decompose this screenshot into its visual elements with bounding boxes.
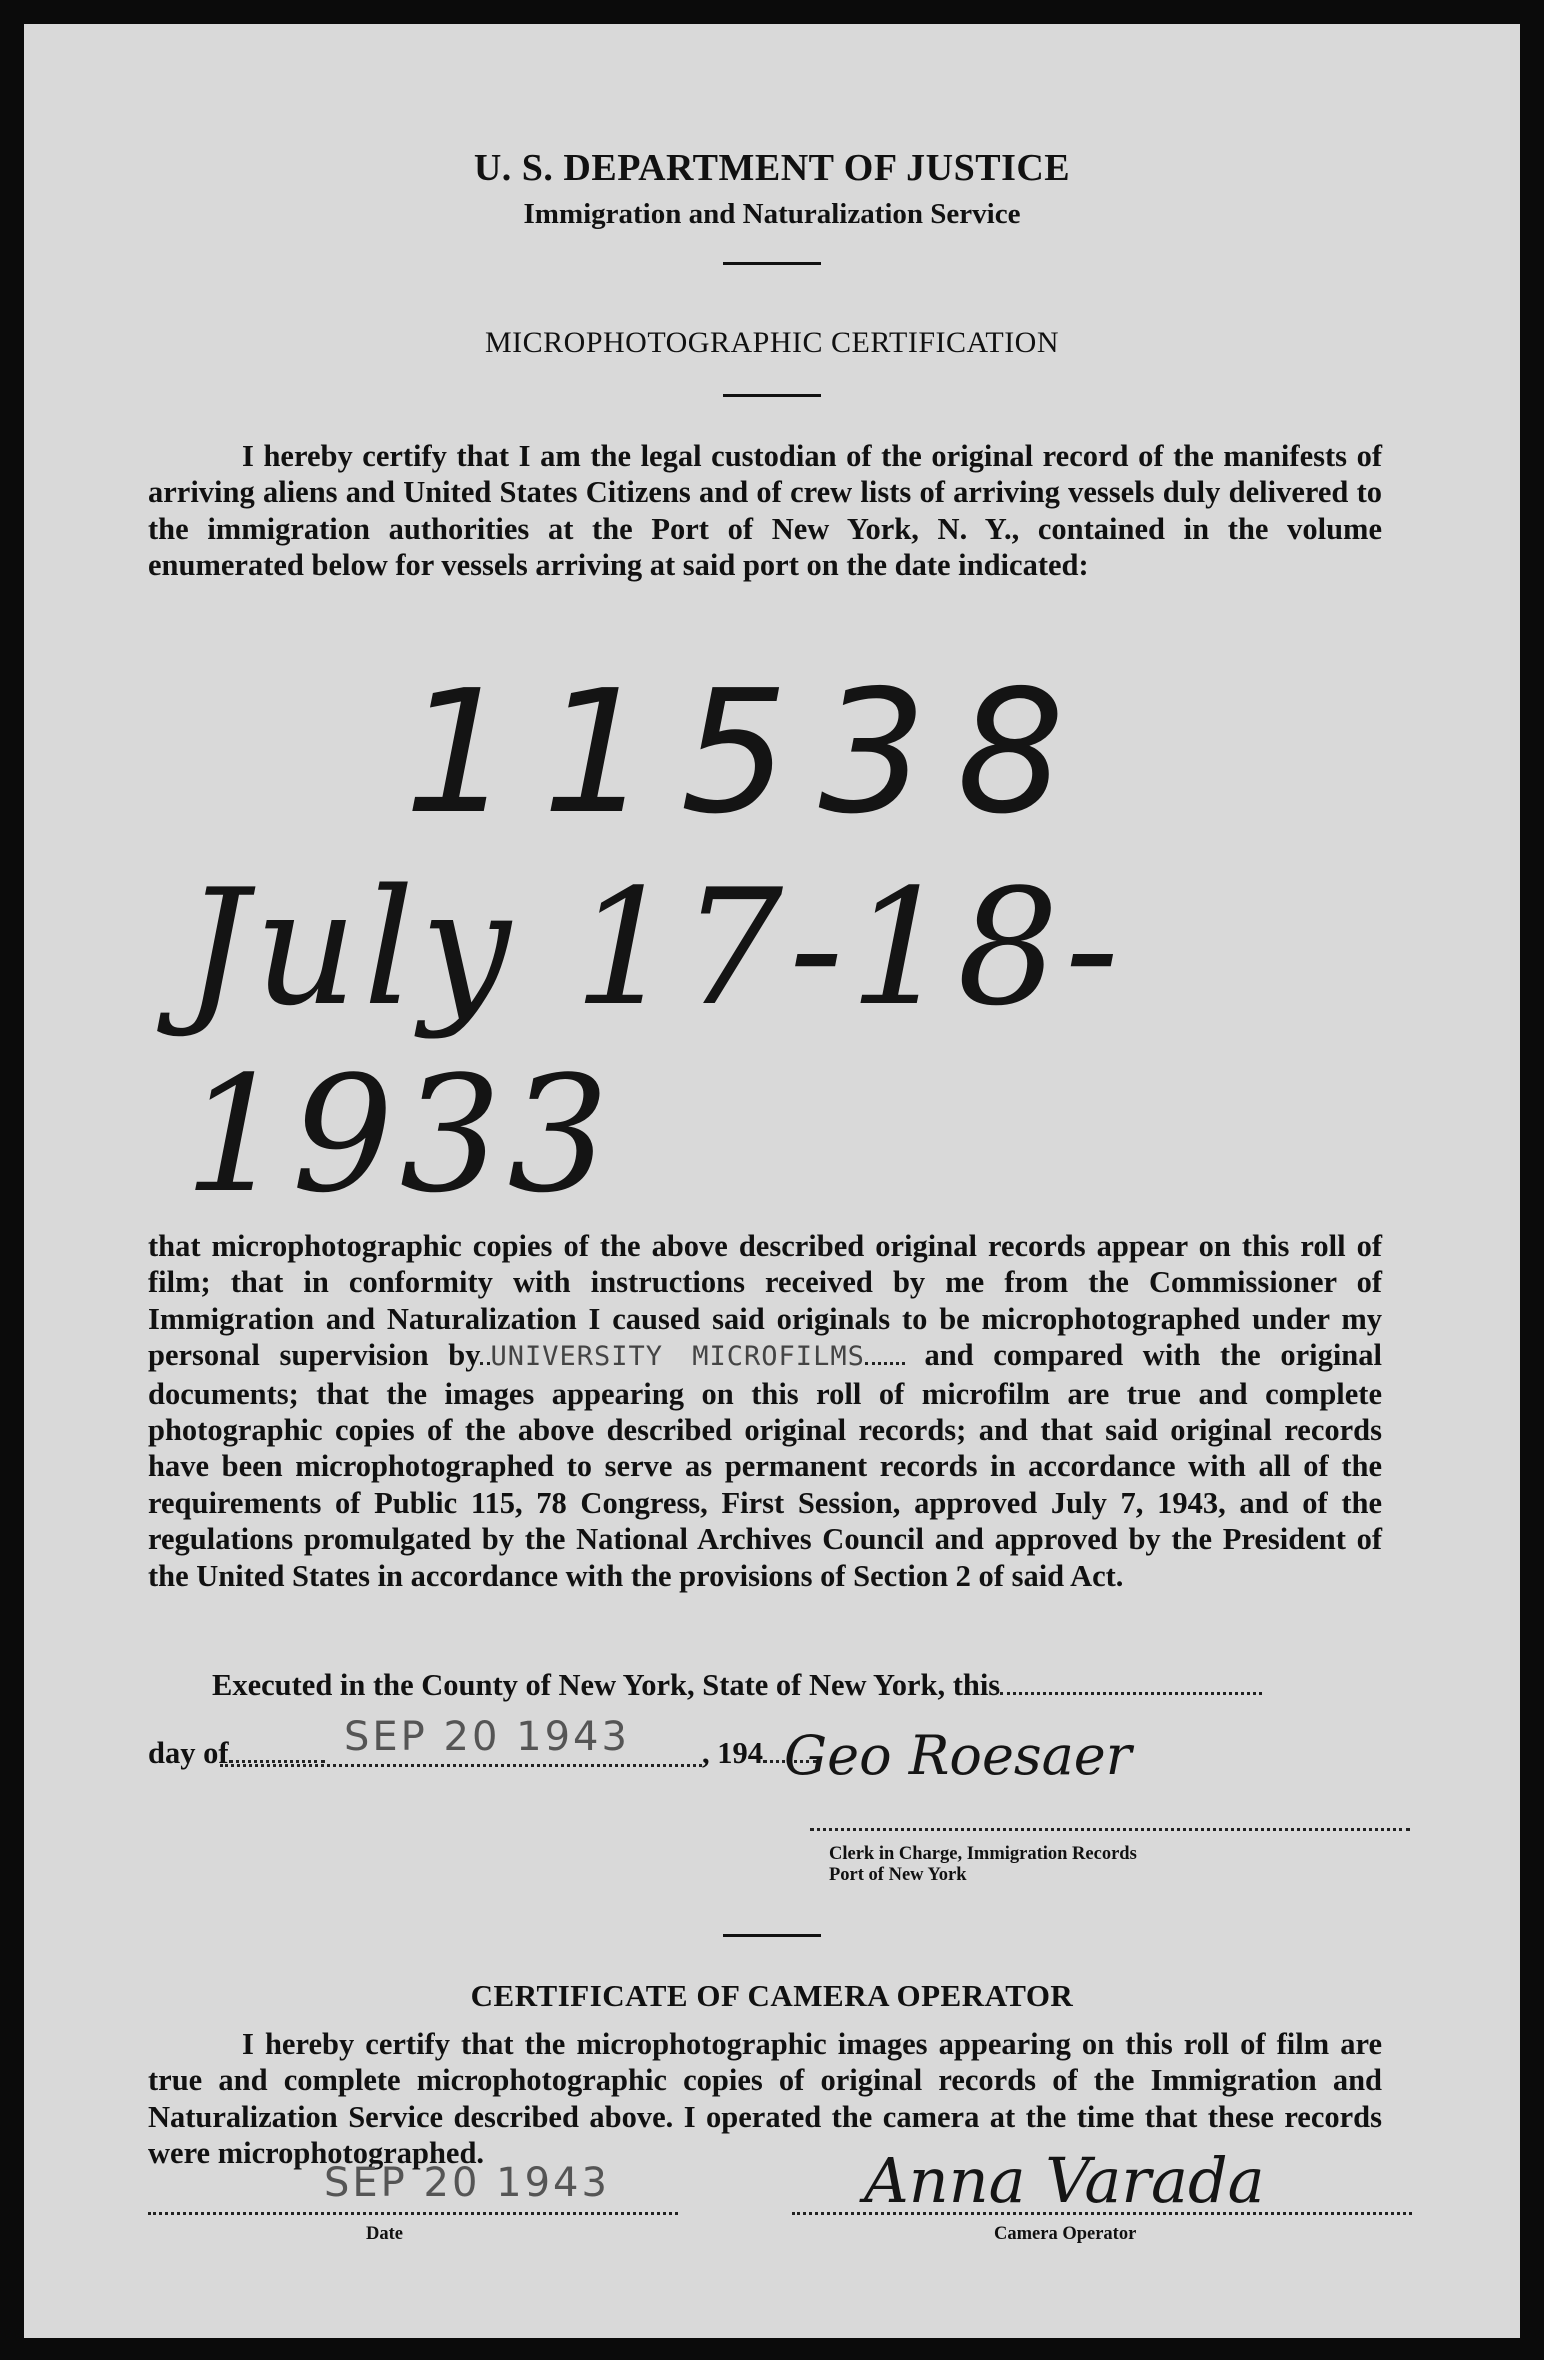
year-prefix: , 194 [702, 1736, 763, 1770]
date-stamp-operator: SEP 20 1943 [324, 2160, 610, 2206]
divider-rule [723, 1934, 821, 1937]
body-text-part1: that microphotographic copies of the above described original records appear on this roll of film; that in conformity with instructions received by me from the Commissioner of Immigration and Naturalization I caused said originals to be microphotographed under my personal supervision by [148, 1229, 1382, 1373]
day-of-dotted-line [220, 1764, 702, 1767]
executed-text: Executed in the County of New York, State of New York, this [212, 1668, 1001, 1702]
operator-signature-line [792, 2212, 1412, 2215]
certificate-page [24, 24, 1520, 2338]
camera-operator-title: CERTIFICATE OF CAMERA OPERATOR [470, 1978, 1074, 2013]
camera-operator-label: Camera Operator [994, 2224, 1137, 2244]
intro-paragraph-text: I hereby certify that I am the legal custodian of the original record of the manifests of arriving aliens and United States Citizens and of crew lists of arriving vessels duly delivered to the immigration authorities at the Port of New York, N. Y., contained in the volume enumerated below for vessels arriving at said port on the date indicated: [148, 439, 1382, 583]
clerk-title-line1: Clerk in Charge, Immigration Records [829, 1844, 1137, 1864]
clerk-signature: Geo Roesaer [784, 1724, 1132, 1787]
day-of-label: day of [148, 1736, 229, 1770]
divider-rule [723, 394, 821, 397]
camera-operator-paragraph-text: I hereby certify that the microphotographic images appearing on this roll of film are true and complete microphotographic copies of original records of the Immigration and Naturalization Service described above. I operated the camera at the time that these records were microphotographed. [148, 2027, 1382, 2171]
handwritten-date: July 17-18-1933 [184, 854, 1125, 1228]
divider-rule [723, 262, 821, 265]
intro-paragraph [148, 438, 1382, 584]
date-stamp-clerk: SEP 20 1943 [344, 1714, 630, 1760]
body-paragraph [148, 1228, 1382, 1594]
camera-operator-signature: Anna Varada [864, 2144, 1265, 2217]
service-subheading: Immigration and Naturalization Service [523, 198, 1021, 230]
executed-line [148, 1667, 1382, 1703]
microfilm-company-stamp: UNIVERSITY MICROFILMS [490, 1341, 865, 1373]
certification-title: MICROPHOTOGRAPHIC CERTIFICATION [484, 326, 1060, 359]
date-dotted-line [148, 2212, 678, 2215]
body-text-part2: and compared with the original documents; that the images appearing on this roll of microfilm are true and complete photographic copies of the above described original records; and that said original records have been microphotographed to serve as permanent records in accordance with all of the requirements of Public 115, 78 Congress, First Session, approved July 7, 1943, and of the regulations promulgated by the National Archives Council and approved by the President of the United States in accordance with the provisions of Section 2 of said Act. [148, 1338, 1382, 1593]
clerk-title-line2: Port of New York [829, 1865, 967, 1885]
handwritten-volume-number: 11538 [404, 654, 1095, 852]
date-label: Date [366, 2224, 403, 2244]
clerk-signature-line [810, 1828, 1410, 1831]
clerk-title [829, 1844, 1137, 1886]
department-heading: U. S. DEPARTMENT OF JUSTICE [473, 147, 1071, 189]
